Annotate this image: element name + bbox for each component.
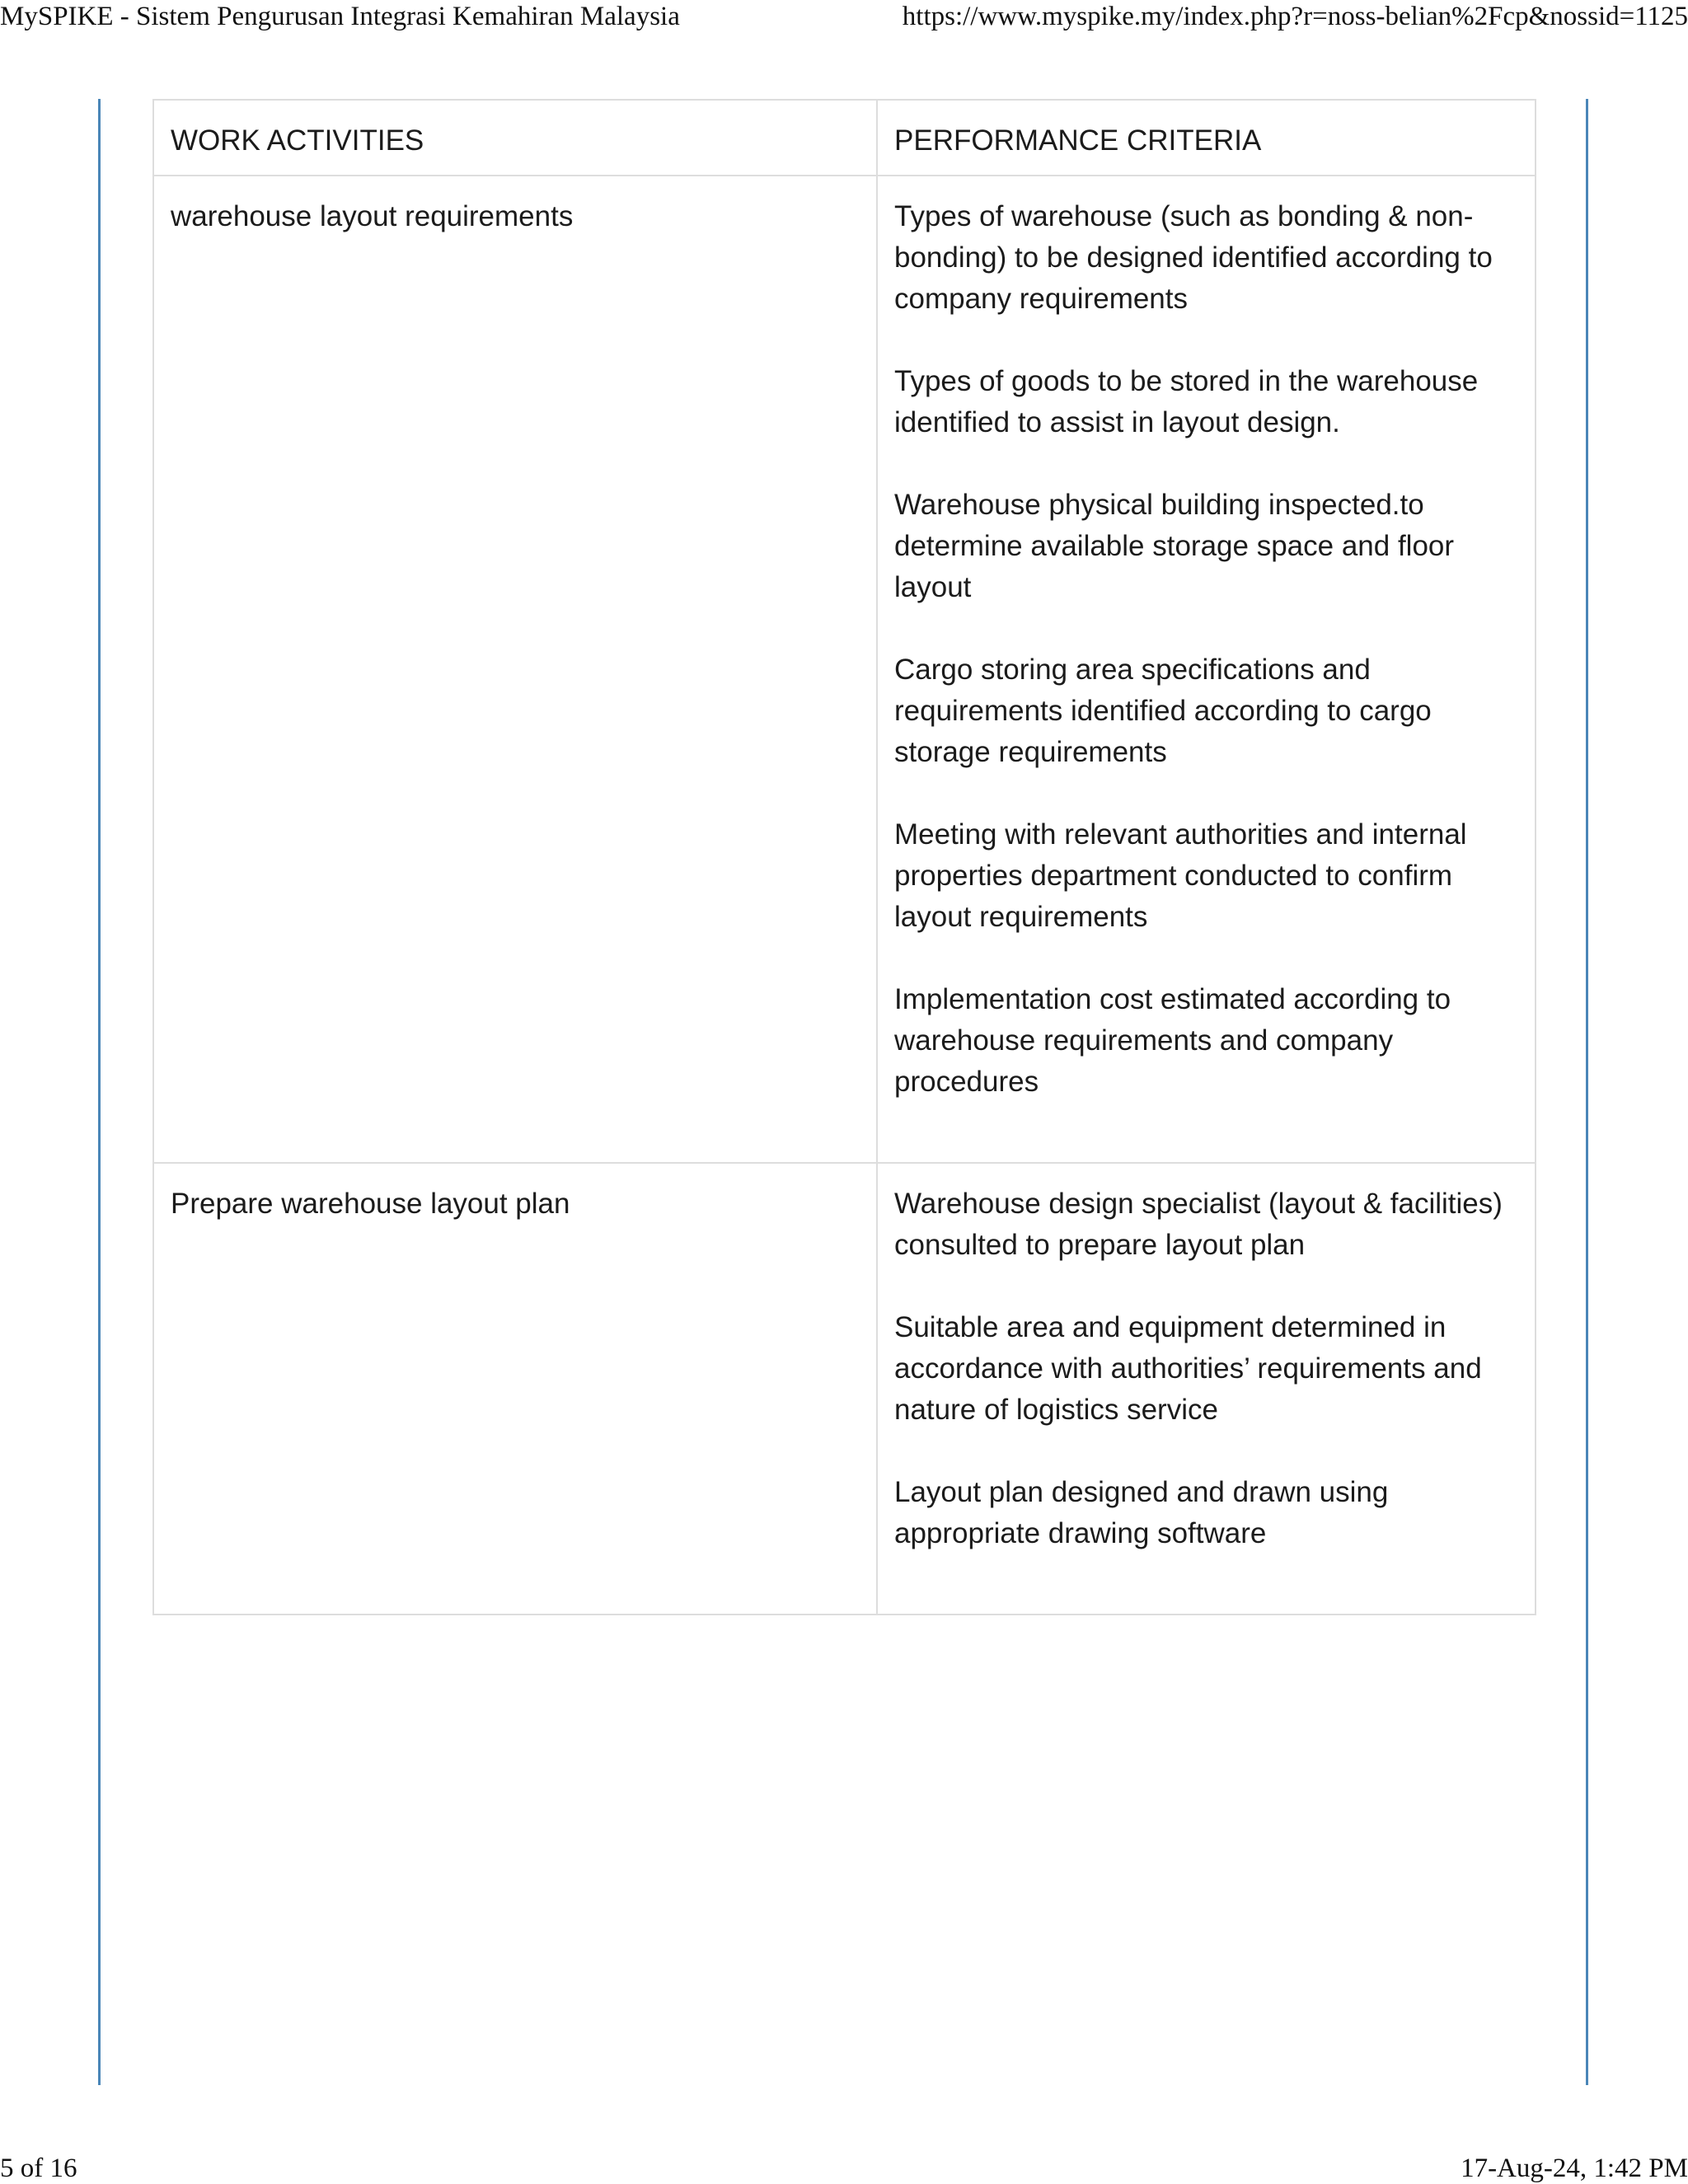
criteria-item: Types of warehouse (such as bonding & non-bonding) to be designed identified according to company requirements — [894, 200, 1493, 315]
criteria-item: Suitable area and equipment determined in accordance with authorities’ requirements and nature of logistics service — [894, 1311, 1482, 1426]
page-number: 5 of 16 — [0, 2154, 77, 2183]
performance-criteria-table — [152, 99, 1536, 1615]
criteria-item: Warehouse design specialist (layout & facilities) consulted to prepare layout plan — [894, 1188, 1503, 1261]
criteria-item: Meeting with relevant authorities and internal properties department conducted to confirm layout requirements — [894, 818, 1467, 933]
performance-criteria-cell — [877, 1163, 1536, 1615]
criteria-item: Cargo storing area specifications and requirements identified according to cargo storage requirements — [894, 654, 1432, 768]
criteria-item: Warehouse physical building inspected.to determine available storage space and floor layout — [894, 489, 1455, 603]
table-row — [153, 176, 1536, 1163]
print-page-title: MySPIKE - Sistem Pengurusan Integrasi Kemahiran Malaysia — [0, 2, 680, 31]
performance-criteria-cell — [877, 176, 1536, 1163]
work-activity-cell: warehouse layout requirements — [153, 176, 877, 1163]
header-work-activities: WORK ACTIVITIES — [153, 100, 877, 176]
criteria-item: Layout plan designed and drawn using appropriate drawing software — [894, 1476, 1389, 1549]
header-performance-criteria: PERFORMANCE CRITERIA — [877, 100, 1536, 176]
print-header — [0, 0, 1688, 36]
table-row — [153, 1163, 1536, 1615]
criteria-item: Types of goods to be stored in the warehouse identified to assist in layout design. — [894, 365, 1479, 438]
print-page-url: https://www.myspike.my/index.php?r=noss-belian%2Fcp&nossid=1125 — [902, 2, 1688, 31]
work-activity-cell: Prepare warehouse layout plan — [153, 1163, 877, 1615]
criteria-item: Implementation cost estimated according to warehouse requirements and company procedures — [894, 983, 1451, 1098]
table-header-row — [153, 100, 1536, 176]
print-footer — [0, 2153, 1688, 2184]
print-datetime: 17-Aug-24, 1:42 PM — [1461, 2154, 1688, 2183]
